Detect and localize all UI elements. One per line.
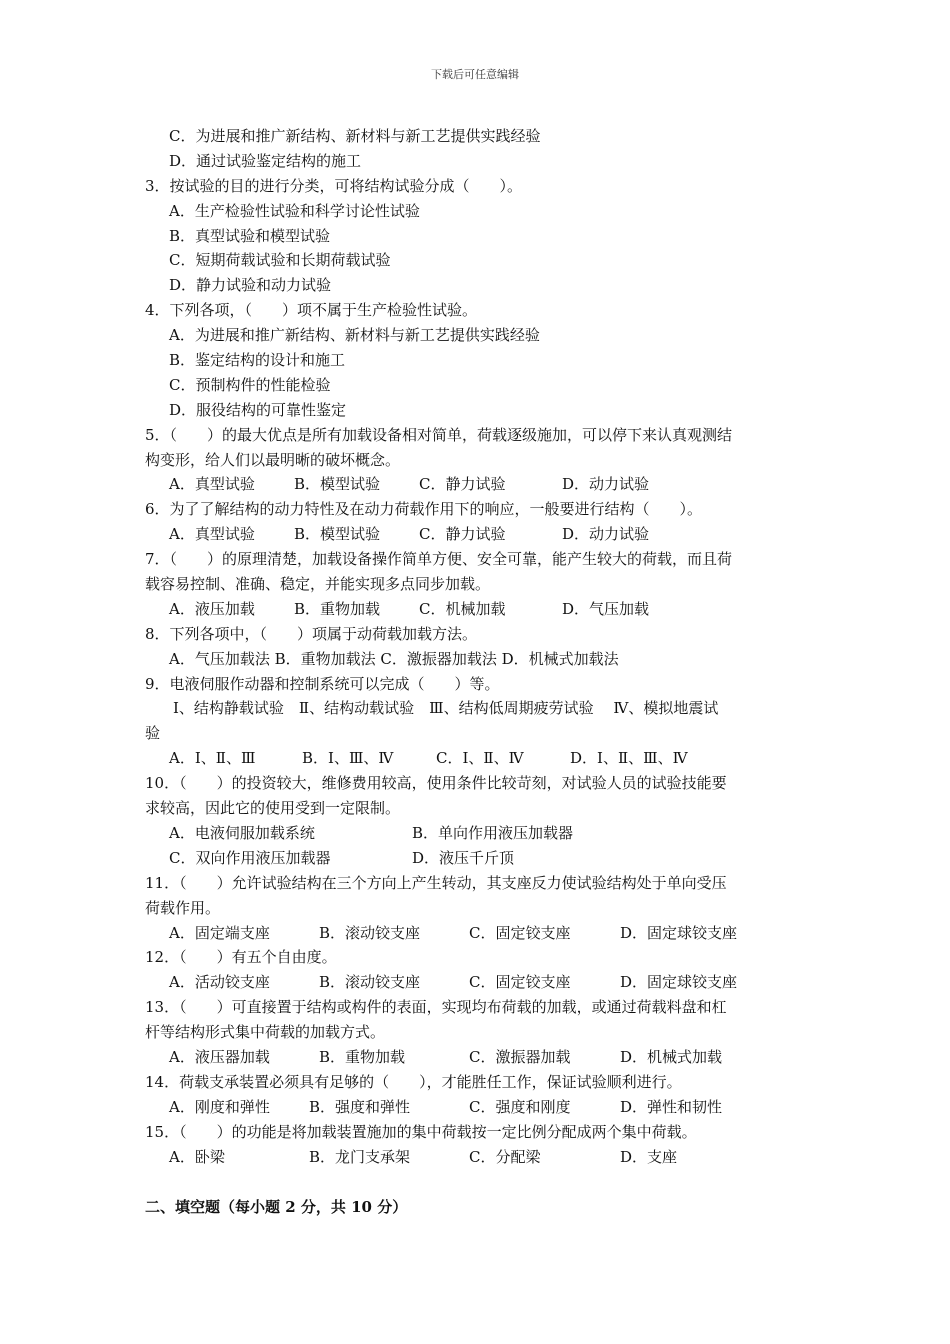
option-line: A．生产检验性试验和科学讨论性试验 [169, 201, 420, 220]
option: D．动力试验 [562, 525, 650, 544]
option: A．真型试验 [169, 525, 255, 544]
section-title: 二、填空题（每小题 2 分，共 10 分） [145, 1198, 408, 1216]
option: D．弹性和韧性 [620, 1097, 723, 1116]
option: D．支座 [620, 1147, 678, 1166]
option: D．气压加载 [562, 599, 650, 618]
option-row [145, 1095, 815, 1120]
option-row [145, 846, 815, 871]
option: D．固定球铰支座 [620, 923, 738, 942]
option-line: A．为进展和推广新结构、新材料与新工艺提供实践经验 [169, 326, 540, 345]
question-5: 5．（ ）的最大优点是所有加载设备相对简单，荷载逐级施加，可以停下来认真观测结 [145, 425, 733, 444]
option: C．激振器加载 [469, 1047, 571, 1066]
option-line: B．鉴定结构的设计和施工 [169, 351, 346, 370]
question-9-items: Ⅰ、结构静载试验 Ⅱ、结构动载试验 Ⅲ、结构低周期疲劳试验 Ⅳ、模拟地震试 [173, 699, 719, 718]
option: B．模型试验 [294, 475, 381, 494]
option: A．电液伺服加载系统 [169, 823, 315, 842]
option: A．卧梁 [169, 1147, 225, 1166]
option: C．强度和刚度 [469, 1097, 571, 1116]
question-6: 6．为了了解结构的动力特性及在动力荷载作用下的响应，一般要进行结构（ ）。 [145, 500, 703, 519]
question-11: 11．（ ）允许试验结构在三个方向上产生转动，其支座反力使试验结构处于单向受压 [145, 873, 727, 892]
question-4: 4．下列各项，（ ）项不属于生产检验性试验。 [145, 301, 478, 320]
option: D．固定球铰支座 [620, 973, 738, 992]
option-row [145, 970, 815, 995]
option: D．液压千斤顶 [412, 848, 515, 867]
option: B．滚动铰支座 [319, 973, 421, 992]
option: B．模型试验 [294, 525, 381, 544]
option: C．双向作用液压加载器 [169, 848, 331, 867]
option: C．固定铰支座 [469, 923, 571, 942]
option: C．静力试验 [419, 525, 506, 544]
question-10: 10．（ ）的投资较大，维修费用较高，使用条件比较苛刻，对试验人员的试验技能要 [145, 774, 727, 793]
page-header: 下载后可任意编辑 [431, 68, 519, 81]
question-5-cont: 构变形，给人们以最明晰的破坏概念。 [145, 450, 401, 469]
question-10-cont: 求较高，因此它的使用受到一定限制。 [145, 799, 401, 818]
option-line: D．静力试验和动力试验 [169, 276, 332, 295]
question-12: 12．（ ）有五个自由度。 [145, 948, 337, 967]
question-8: 8．下列各项中，（ ）项属于动荷载加载方法。 [145, 624, 478, 643]
question-13-cont: 杆等结构形式集中荷载的加载方式。 [145, 1023, 386, 1042]
option-row [145, 522, 815, 547]
option-row [145, 1045, 815, 1070]
option-line: B．真型试验和模型试验 [169, 226, 331, 245]
option: B．强度和弹性 [309, 1097, 411, 1116]
option: A．刚度和弹性 [169, 1097, 270, 1116]
option: B．重物加载 [294, 599, 381, 618]
option: B．Ⅰ、Ⅲ、Ⅳ [302, 749, 394, 768]
option-row [145, 821, 815, 846]
option-row [145, 746, 815, 771]
question-7-cont: 载容易控制、准确、稳定，并能实现多点同步加载。 [145, 575, 491, 594]
option: A．真型试验 [169, 475, 255, 494]
option-row [145, 597, 815, 622]
option: A．液压加载 [169, 599, 255, 618]
question-3: 3．按试验的目的进行分类，可将结构试验分成（ ）。 [145, 176, 523, 195]
option-line: C．预制构件的性能检验 [169, 375, 331, 394]
question-14: 14．荷载支承装置必须具有足够的（ ），才能胜任工作，保证试验顺利进行。 [145, 1072, 682, 1091]
option: A．Ⅰ、Ⅱ、Ⅲ [169, 749, 256, 768]
option-line: D．通过试验鉴定结构的施工 [169, 151, 362, 170]
option: C．分配梁 [469, 1147, 541, 1166]
option-line: C．为进展和推广新结构、新材料与新工艺提供实践经验 [169, 127, 541, 145]
option: C．Ⅰ、Ⅱ、Ⅳ [436, 749, 524, 768]
option-row [145, 472, 815, 497]
question-13: 13．（ ）可直接置于结构或构件的表面，实现均布荷载的加载，或通过荷载料盘和杠 [145, 998, 727, 1017]
option: A．液压器加载 [169, 1047, 270, 1066]
option: C．固定铰支座 [469, 973, 571, 992]
option: C．机械加载 [419, 599, 506, 618]
option-line: D．服役结构的可靠性鉴定 [169, 400, 347, 419]
question-11-cont: 荷载作用。 [145, 898, 221, 917]
option-line: C．短期荷载试验和长期荷载试验 [169, 251, 391, 270]
option: D．动力试验 [562, 475, 650, 494]
option: C．静力试验 [419, 475, 506, 494]
question-9: 9．电液伺服作动器和控制系统可以完成（ ）等。 [145, 674, 500, 693]
option: A．固定端支座 [169, 923, 270, 942]
option-row [145, 1145, 815, 1170]
question-15: 15．（ ）的功能是将加载装置施加的集中荷载按一定比例分配成两个集中荷载。 [145, 1122, 697, 1141]
option: B．滚动铰支座 [319, 923, 421, 942]
option: D．机械式加载 [620, 1047, 723, 1066]
option-line: A．气压加载法 B．重物加载法 C．激振器加载法 D．机械式加载法 [169, 649, 619, 668]
option: D．Ⅰ、Ⅱ、Ⅲ、Ⅳ [570, 749, 688, 768]
question-list [145, 124, 815, 1169]
option: B．重物加载 [319, 1047, 406, 1066]
option-row [145, 921, 815, 946]
option: A．活动铰支座 [169, 973, 270, 992]
option: B．单向作用液压加载器 [412, 823, 574, 842]
question-7: 7．（ ）的原理清楚，加载设备操作简单方便、安全可靠，能产生较大的荷载，而且荷 [145, 550, 733, 569]
question-9-items-cont: 验 [145, 724, 161, 743]
option: B．龙门支承架 [309, 1147, 411, 1166]
